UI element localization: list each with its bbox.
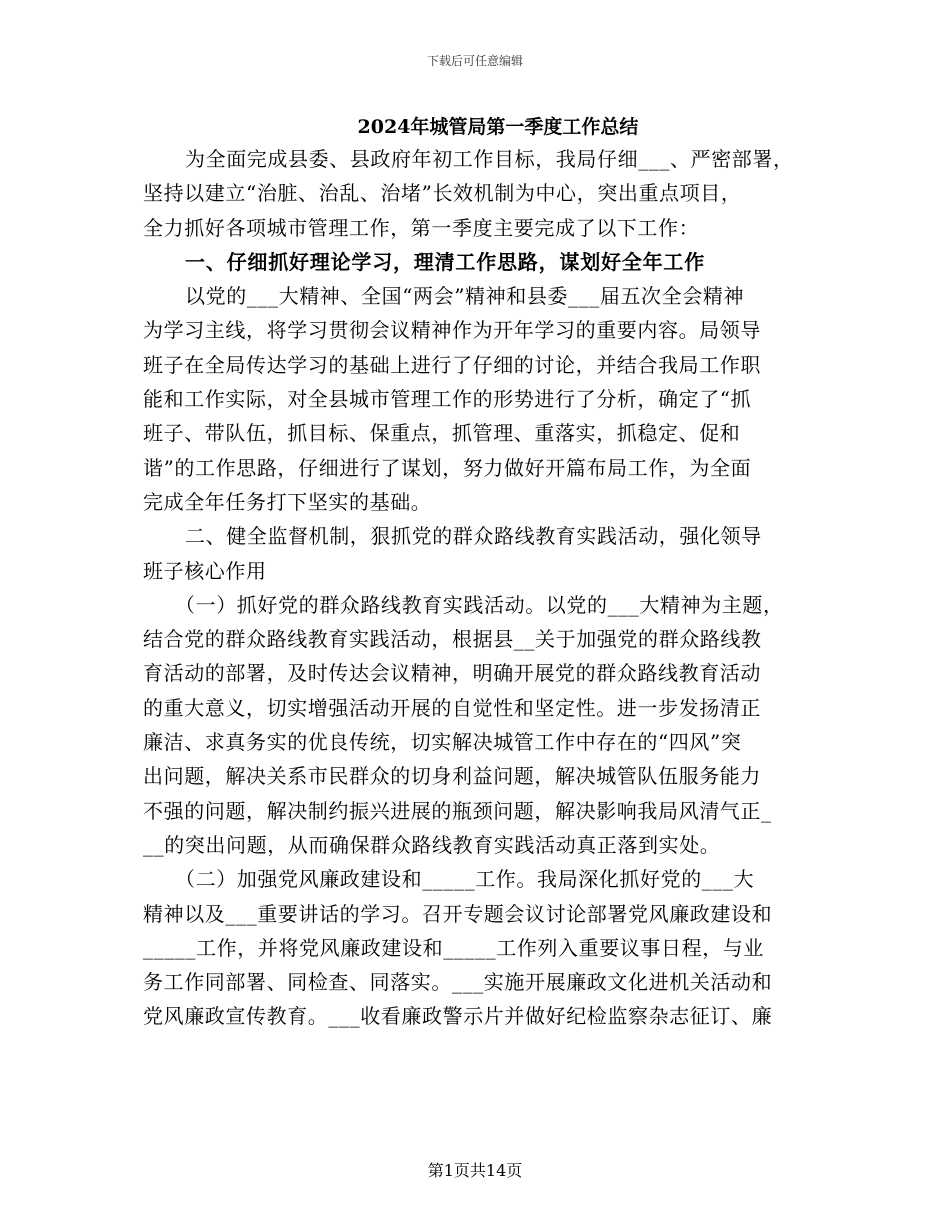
text-line: 坚持以建立“治脏、治乱、治堵”长效机制为中心，突出重点项目， <box>143 181 742 206</box>
text-line: 的重大意义，切实增强活动开展的自觉性和坚定性。进一步发扬清正 <box>143 695 761 720</box>
document-body <box>143 112 833 1034</box>
text-line: 务工作同部署、同检查、同落实。___实施开展廉政文化进机关活动和 <box>143 970 773 995</box>
text-line: __的突出问题，从而确保群众路线教育实践活动真正落到实处。 <box>143 832 721 857</box>
text-line: 班子、带队伍，抓目标、保重点，抓管理、重落实，抓稳定、促和 <box>143 421 741 446</box>
text-line: 完成全年任务打下坚实的基础。 <box>143 489 432 514</box>
text-line: 谐”的工作思路，仔细进行了谋划，努力做好开篇布局工作，为全面 <box>143 455 752 480</box>
document-title: 2024年城管局第一季度工作总结 <box>357 116 639 138</box>
text-line: 全力抓好各项城市管理工作，第一季度主要完成了以下工作： <box>143 215 700 240</box>
paragraph-lines <box>143 142 833 1034</box>
text-line: 以党的___大精神、全国“两会”精神和县委___届五次全会精神 <box>185 284 745 309</box>
header-note: 下载后可任意编辑 <box>426 54 523 68</box>
page-footer: 第1页共14页 <box>427 1161 523 1180</box>
text-line: 一、仔细抓好理论学习，理清工作思路，谋划好全年工作 <box>185 249 705 274</box>
text-line: 出问题，解决关系市民群众的切身利益问题，解决城管队伍服务能力 <box>143 764 761 789</box>
text-line: 结合党的群众路线教育实践活动，根据县__关于加强党的群众路线教 <box>143 627 762 652</box>
text-line: _____工作，并将党风廉政建设和_____工作列入重要议事日程，与业 <box>143 935 764 960</box>
text-line: 二、健全监督机制，狠抓党的群众路线教育实践活动，强化领导 <box>185 524 762 549</box>
text-line: （一）抓好党的群众路线教育实践活动。以党的___大精神为主题， <box>175 592 784 617</box>
text-line: （二）加强党风廉政建设和_____工作。我局深化抓好党的___大 <box>175 867 755 892</box>
text-line: 班子核心作用 <box>143 558 267 583</box>
text-line: 廉洁、求真务实的优良传统，切实解决城管工作中存在的“四风”突 <box>143 730 742 755</box>
text-line: 育活动的部署，及时传达会议精神，明确开展党的群众路线教育活动 <box>143 661 761 686</box>
text-line: 班子在全局传达学习的基础上进行了仔细的讨论，并结合我局工作职 <box>143 352 761 377</box>
text-line: 为学习主线，将学习贯彻会议精神作为开年学习的重要内容。局领导 <box>143 318 761 343</box>
text-line: 为全面完成县委、县政府年初工作目标，我局仔细___、严密部署， <box>185 147 794 171</box>
text-line: 精神以及___重要讲话的学习。召开专题会议讨论部署党风廉政建设和 <box>143 901 773 926</box>
text-line: 能和工作实际，对全县城市管理工作的形势进行了分析，确定了“抓 <box>143 387 752 412</box>
text-line: 不强的问题，解决制约振兴进展的瓶颈问题，解决影响我局风清气正_ <box>143 798 772 823</box>
text-line: 党风廉政宣传教育。___收看廉政警示片并做好纪检监察杂志征订、廉 <box>143 1004 773 1029</box>
